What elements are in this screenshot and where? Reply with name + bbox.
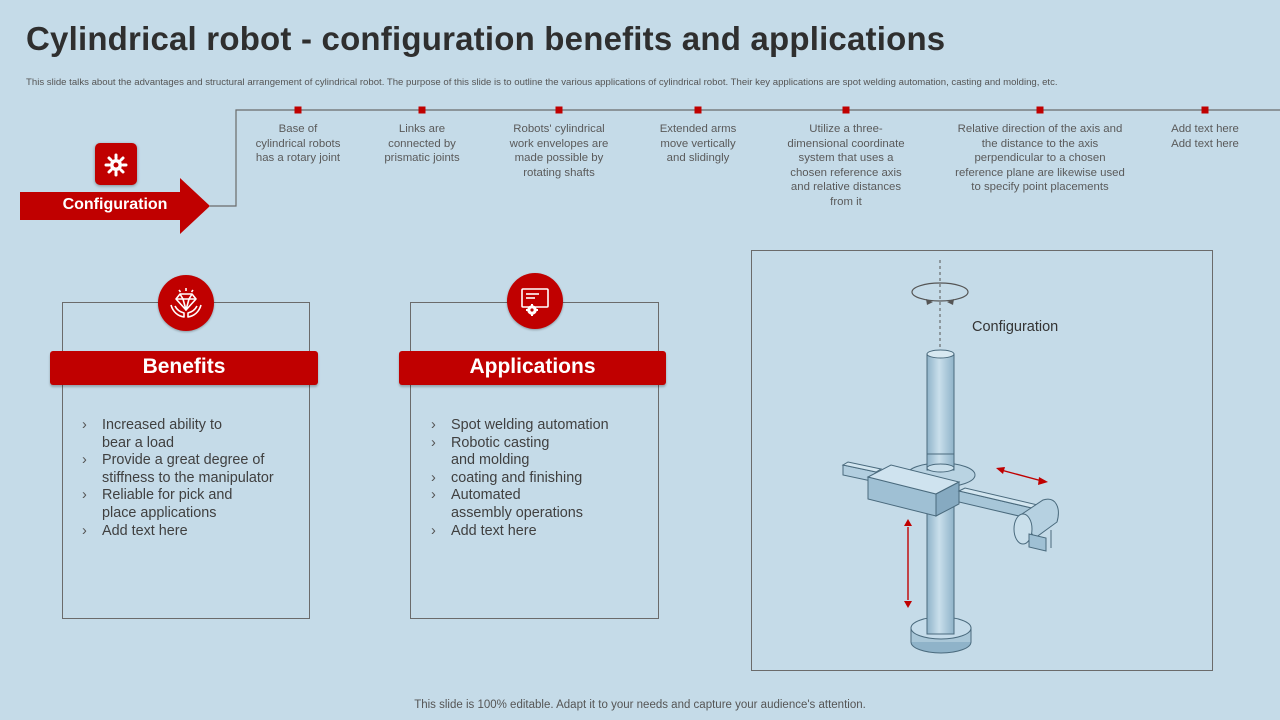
benefits-list	[82, 417, 302, 540]
timeline-marker	[695, 107, 702, 114]
timeline-item: Extended arms move vertically and slidingly	[659, 123, 737, 164]
list-item: › Provide a great degree of stiffness to the manipulator	[82, 452, 302, 487]
timeline-item: Utilize a three- dimensional coordinate system that uses a chosen reference axis and relative distances from it	[787, 123, 905, 208]
timeline-marker	[843, 107, 850, 114]
timeline-item: Relative direction of the axis and the distance to the axis perpendicular to a chosen reference plane are likewise used to specify point placements	[955, 123, 1125, 193]
cylindrical-robot-illustration	[751, 250, 1213, 671]
timeline-marker	[556, 107, 563, 114]
timeline-marker	[295, 107, 302, 114]
robot-gear-icon	[95, 143, 137, 185]
list-item: › Spot welding automation	[431, 417, 651, 435]
timeline-item: Links are connected by prismatic joints	[384, 123, 460, 164]
page-title: Cylindrical robot - configuration benefits and applications	[26, 20, 946, 57]
timeline-item: Add text here Add text here	[1171, 123, 1239, 150]
list-item: › Increased ability to bear a load	[82, 417, 302, 452]
diagram-label: Configuration	[972, 319, 1059, 335]
footer-note: This slide is 100% editable. Adapt it to your needs and capture your audience's attention.	[414, 699, 866, 711]
list-item: › Add text here	[82, 523, 302, 541]
list-item: › coating and finishing	[431, 470, 651, 488]
list-item: › Reliable for pick and place applications	[82, 487, 302, 522]
page-subtitle: This slide talks about the advantages and structural arrangement of cylindrical robot. The purpose of this slide is to outline the various applications of cylindrical robot. Their key applications are spot welding automation, casting and molding, etc.	[26, 77, 1058, 88]
applications-list	[431, 417, 651, 540]
list-item: › Robotic casting and molding	[431, 435, 651, 470]
applications-heading: Applications	[399, 351, 666, 385]
timeline-marker	[419, 107, 426, 114]
list-item: › Add text here	[431, 523, 651, 541]
timeline-marker	[1037, 107, 1044, 114]
timeline-marker	[1202, 107, 1209, 114]
hands-diamond-icon	[158, 275, 214, 331]
timeline-item: Robots' cylindrical work envelopes are made possible by rotating shafts	[509, 123, 609, 179]
list-item: › Automated assembly operations	[431, 487, 651, 522]
benefits-heading: Benefits	[50, 351, 318, 385]
configuration-label: Configuration	[62, 196, 168, 213]
monitor-gear-icon	[507, 273, 563, 329]
timeline-item: Base of cylindrical robots has a rotary joint	[255, 123, 341, 164]
